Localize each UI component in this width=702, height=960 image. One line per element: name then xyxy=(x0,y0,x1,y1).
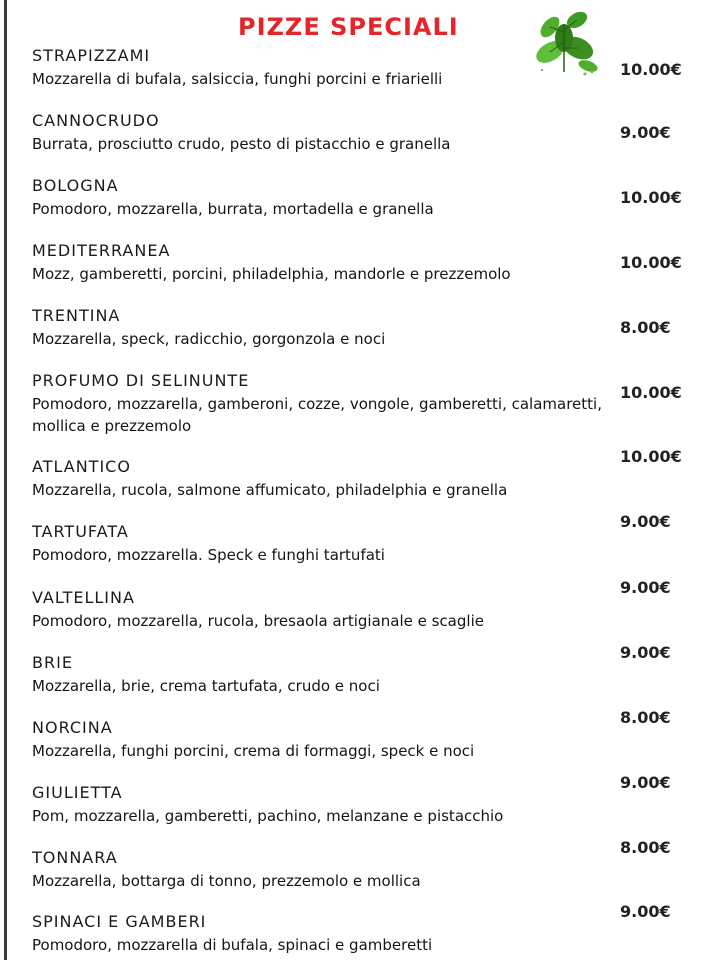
item-price: 8.00€ xyxy=(620,708,671,727)
item-price: 10.00€ xyxy=(620,383,682,402)
menu-item-tartufata xyxy=(32,512,692,566)
menu-item-spinaci-e-gamberi xyxy=(32,902,692,956)
item-description: Mozzarella, rucola, salmone affumicato, philadelphia e granella xyxy=(32,481,508,499)
item-name: STRAPIZZAMI xyxy=(32,46,151,65)
item-name: PROFUMO DI SELINUNTE xyxy=(32,371,250,390)
item-name: TONNARA xyxy=(32,848,118,867)
menu-item-tonnara xyxy=(32,838,692,892)
item-name: NORCINA xyxy=(32,718,113,737)
menu-item-atlantico xyxy=(32,447,692,501)
menu-item-giulietta xyxy=(32,773,692,827)
item-price: 8.00€ xyxy=(620,318,671,337)
menu-item-mediterranea xyxy=(32,241,692,285)
item-price: 9.00€ xyxy=(620,123,671,142)
item-description: Pomodoro, mozzarella, rucola, bresaola artigianale e scaglie xyxy=(32,612,484,630)
item-description: Burrata, prosciutto crudo, pesto di pistacchio e granella xyxy=(32,135,451,153)
item-description: Mozzarella, brie, crema tartufata, crudo e noci xyxy=(32,677,380,695)
item-description: Pomodoro, mozzarella, burrata, mortadella e granella xyxy=(32,200,434,218)
item-price: 9.00€ xyxy=(620,578,671,597)
item-name: TARTUFATA xyxy=(32,522,129,541)
item-price: 9.00€ xyxy=(620,512,671,531)
item-price: 10.00€ xyxy=(620,60,682,79)
item-price: 9.00€ xyxy=(620,643,671,662)
item-name: ATLANTICO xyxy=(32,457,131,476)
item-price: 10.00€ xyxy=(620,447,682,466)
item-name: MEDITERRANEA xyxy=(32,241,171,260)
item-description: Pomodoro, mozzarella di bufala, spinaci e gamberetti xyxy=(32,936,433,954)
left-border-line xyxy=(4,0,7,960)
item-name: CANNOCRUDO xyxy=(32,111,160,130)
item-name: BRIE xyxy=(32,653,73,672)
item-description: Mozzarella di bufala, salsiccia, funghi porcini e friarielli xyxy=(32,70,443,88)
item-description: Mozzarella, speck, radicchio, gorgonzola e noci xyxy=(32,330,386,348)
item-description: Pomodoro, mozzarella. Speck e funghi tartufati xyxy=(32,546,385,564)
menu-item-profumo-di-selinunte xyxy=(32,371,692,437)
item-description: Mozz, gamberetti, porcini, philadelphia, mandorle e prezzemolo xyxy=(32,265,511,283)
item-name: BOLOGNA xyxy=(32,176,119,195)
menu-title: PIZZE SPECIALI xyxy=(238,13,459,41)
item-name: VALTELLINA xyxy=(32,588,135,607)
item-description: Mozzarella, funghi porcini, crema di formaggi, speck e noci xyxy=(32,742,475,760)
item-price: 8.00€ xyxy=(620,838,671,857)
item-name: TRENTINA xyxy=(32,306,121,325)
item-description: Mozzarella, bottarga di tonno, prezzemolo e mollica xyxy=(32,872,421,890)
menu-item-brie xyxy=(32,643,692,697)
item-description: Pomodoro, mozzarella, gamberoni, cozze, vongole, gamberetti, calamaretti, mollica e prezzemolo xyxy=(32,395,602,435)
item-description: Pom, mozzarella, gamberetti, pachino, melanzane e pistacchio xyxy=(32,807,504,825)
item-price: 10.00€ xyxy=(620,253,682,272)
item-name: GIULIETTA xyxy=(32,783,123,802)
menu-item-strapizzami xyxy=(32,46,692,90)
menu-item-trentina xyxy=(32,306,692,350)
item-name: SPINACI E GAMBERI xyxy=(32,912,207,931)
menu-item-norcina xyxy=(32,708,692,762)
item-price: 10.00€ xyxy=(620,188,682,207)
item-price: 9.00€ xyxy=(620,902,671,921)
menu-item-bologna xyxy=(32,176,692,220)
menu-item-valtellina xyxy=(32,578,692,632)
menu-item-cannocrudo xyxy=(32,111,692,155)
item-price: 9.00€ xyxy=(620,773,671,792)
